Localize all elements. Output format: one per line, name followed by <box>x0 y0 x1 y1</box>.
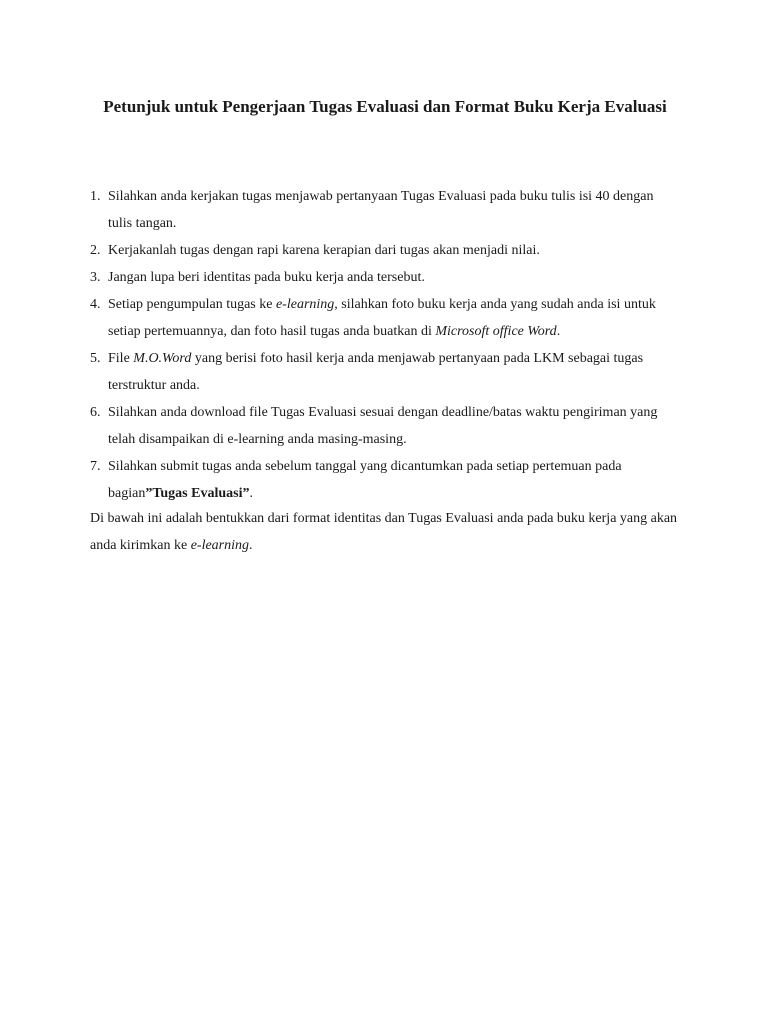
bold-text: ”Tugas Evaluasi” <box>145 486 250 501</box>
list-item <box>90 345 680 399</box>
italic-text: M.O.Word <box>133 351 192 366</box>
list-item-number: 4. <box>90 297 101 312</box>
list-item-text <box>108 270 425 285</box>
list-item-number: 1. <box>90 189 101 204</box>
list-item-number: 6. <box>90 405 101 420</box>
list-item <box>90 291 680 345</box>
list-item-number: 3. <box>90 270 101 285</box>
list-item-text <box>108 459 622 501</box>
document-title: Petunjuk untuk Pengerjaan Tugas Evaluasi dan Format Buku Kerja Evaluasi <box>103 97 667 116</box>
text-run: Di bawah ini adalah bentukkan dari format identitas dan Tugas Evaluasi anda pada buku kerja yang akan anda kirimkan ke <box>90 511 678 553</box>
list-item-text <box>108 189 653 231</box>
text-run: File <box>108 351 134 366</box>
closing-paragraph <box>90 505 680 559</box>
list-item-number: 5. <box>90 351 101 366</box>
italic-text: Microsoft office Word <box>435 324 557 339</box>
list-item-text <box>108 243 540 258</box>
text-run: . <box>249 486 253 501</box>
text-run: Silahkan anda kerjakan tugas menjawab pertanyaan Tugas Evaluasi pada buku tulis isi 40 dengan tulis tangan. <box>108 189 654 231</box>
text-run: Setiap pengumpulan tugas ke <box>108 297 276 312</box>
list-item-text <box>108 405 657 447</box>
list-item <box>90 264 680 291</box>
text-run: Kerjakanlah tugas dengan rapi karena kerapian dari tugas akan menjadi nilai. <box>108 243 540 258</box>
text-run: Jangan lupa beri identitas pada buku kerja anda tersebut. <box>108 270 425 285</box>
text-run: . <box>556 324 561 339</box>
list-item <box>90 237 680 264</box>
text-run: Silahkan submit tugas anda sebelum tanggal yang dicantumkan pada setiap pertemuan pada bagian <box>108 459 622 501</box>
list-item-text <box>108 297 656 339</box>
list-item-number: 2. <box>90 243 101 258</box>
text-run: . <box>249 538 253 553</box>
text-run: yang berisi foto hasil kerja anda menjawab pertanyaan pada LKM sebagai tugas terstruktur anda. <box>108 351 644 393</box>
list-item <box>90 399 680 453</box>
list-item <box>90 453 680 507</box>
text-run: , silahkan foto buku kerja anda yang sudah anda isi untuk setiap pertemuannya, dan foto hasil tugas anda buatkan di <box>108 297 656 339</box>
instruction-list <box>90 183 680 507</box>
list-item <box>90 183 680 237</box>
italic-text: e-learning <box>275 297 335 312</box>
italic-text: e-learning <box>190 538 250 553</box>
list-item-text <box>108 351 643 393</box>
text-run: Silahkan anda download file Tugas Evaluasi sesuai dengan deadline/batas waktu pengiriman yang telah disampaikan di e-learning anda masing-masing. <box>108 405 658 447</box>
list-item-number: 7. <box>90 459 101 474</box>
